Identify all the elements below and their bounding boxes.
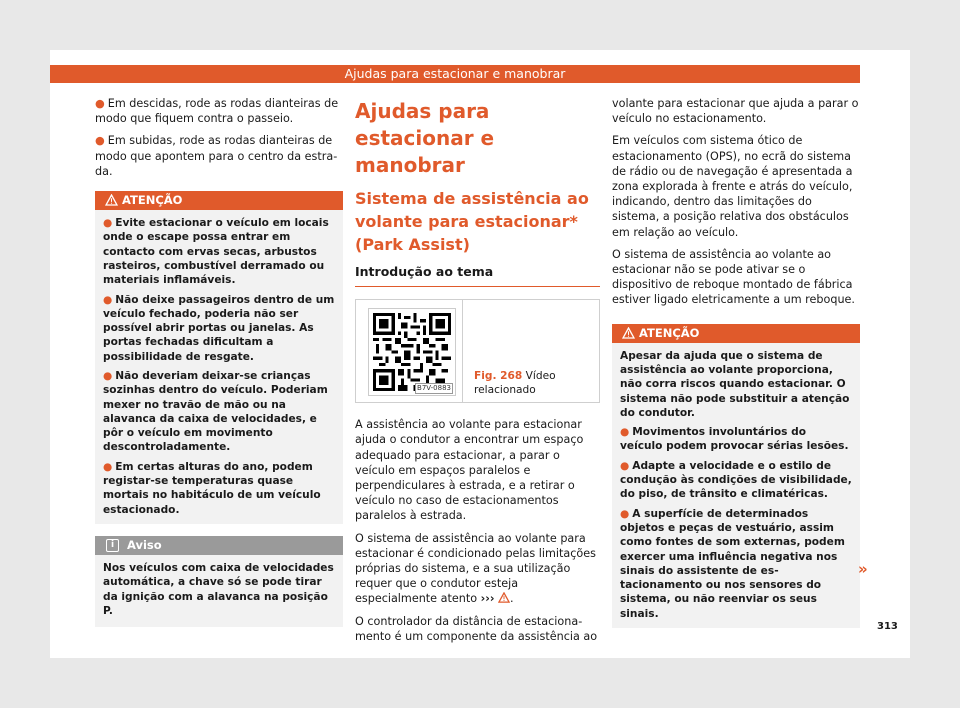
figure-code: B7V-0883 [417,384,451,393]
list-item: ● Em certas alturas do ano, podem registar-se temperaturas quase mortais no habitáculo de um veículo estacionado. [103,460,321,516]
paragraph: O sistema de assistência ao volante ao estacionar não se pode ativar se o dispositivo de reboque montado de fábrica estiver ligado eletricamente a um reboque. [612,247,855,307]
warning-body [612,343,860,628]
continue-arrow-icon: » [858,560,868,578]
figure-label: Fig. 268 [474,370,523,383]
bullet-icon: ● [103,460,113,473]
bullet-icon: ● [95,134,105,148]
paragraph: volante para estacionar que ajuda a parar o veículo no estacionamento. [612,97,859,126]
paragraph: O sistema de assistência ao volante para estacionar é condicionado pelas limitações próprias do sistema, e a sua utilização requer que o condutor esteja especialmente atento ››› . [355,531,596,606]
list-item: ● Em subidas, rode as rodas dianteiras de modo que apontem para o centro da estrada. [95,134,338,178]
note-header: i Aviso [95,536,343,555]
warning-triangle-icon [498,592,510,603]
list-item: ● Adapte a velocidade e o estilo de condução às condições de visibilidade, do piso, de trânsito e climatéricas. [620,459,852,501]
paragraph: O controlador da distância de estacionamento é um componente da assistência ao [355,614,598,643]
section-title: Ajudas para estacionar e manobrar [355,99,495,177]
bullet-icon: ● [103,369,113,382]
bullet-icon: ● [103,293,113,306]
info-icon: i [106,539,119,552]
note-body: Nos veículos com caixa de velocidades automática, a chave só se pode tirar da ignição com a alavanca na posição P. [103,561,334,617]
figure-268 [355,299,600,403]
list-item: ● A superfície de determinados objetos e peças de vestuário, assim como fontes de som externas, podem exercer uma influência negativa nos sinais do assistente de estacionamento ou nos sensores do sistema, ou não reenviar os seus sinais. [620,507,845,620]
list-item: ● Evite estacionar o veículo em locais onde o escape possa entrar em contacto com ervas secas, arbustos rasteiros, combustível derramado ou materiais inflamáveis. [103,217,329,287]
divider [462,300,463,402]
bullet-icon: ● [620,459,630,472]
warning-triangle-icon [622,327,635,339]
warning-body [95,210,343,524]
warning-box [95,191,343,524]
column-middle [355,96,600,651]
list-item: ● Não deveriam deixar-se crianças sozinhas dentro do veículo. Poderiam mexer no travão de mão ou na alavanca da caixa de velocidades, e pôr o veículo em movimento descontroladamente. [103,369,328,454]
list-item: ● Não deixe passageiros dentro de um veículo fechado, poderia não ser possível abrir portas ou janelas. As portas fechadas dificultam a possibilidade de resgate. [103,293,335,363]
warning-box [612,324,860,628]
bullet-icon: ● [103,217,113,230]
topic-title: Introdução ao tema [355,264,600,287]
list-item: ● Em descidas, rode as rodas dianteiras de modo que fiquem contra o passeio. [95,97,339,126]
paragraph: Em veículos com sistema ótico de estacionamento (OPS), no ecrã do sistema de rádio ou de navegação é apresentada a zona explorada à frente e atrás do veículo, indicando, dentro das limitações do sistema, a posição relativa dos obstáculos em relação ao veículo. [612,134,853,239]
bullet-icon: ● [620,426,630,439]
figure-caption-text: Vídeo relacionado [474,370,556,396]
warning-intro: Apesar da ajuda que o sistema de assistência ao volante proporciona, não corra riscos quando estacionar. O sistema não pode substituir a atenção do condutor. [620,349,850,419]
warning-header: ATENÇÃO [95,191,343,210]
subsection-title: Sistema de assistência ao volante para estacionar* (Park Assist) [355,189,589,254]
warning-header: ATENÇÃO [612,324,860,343]
page-number: 313 [877,621,898,632]
qr-code-icon [373,313,451,391]
bullet-icon: ● [620,507,630,520]
warning-triangle-icon [105,194,118,206]
figure-caption [474,370,584,397]
column-left [95,96,343,627]
note-box [95,536,343,627]
list-item: ● Movimentos involuntários do veículo podem provocar sérias lesões. [620,426,849,453]
paragraph: A assistência ao volante para estacionar ajuda o condutor a encontrar um espaço adequado para estacionar, a parar o veículo em espaços paralelos e perpendiculares à estrada, e a retirar o veículo no caso de estacionamentos paralelos à estrada. [355,418,584,523]
column-right [612,96,860,628]
chapter-header: Ajudas para estacionar e manobrar [50,65,860,83]
bullet-icon: ● [95,97,105,110]
qr-code-image[interactable] [368,308,456,396]
cross-reference-link[interactable]: ››› [480,592,495,606]
